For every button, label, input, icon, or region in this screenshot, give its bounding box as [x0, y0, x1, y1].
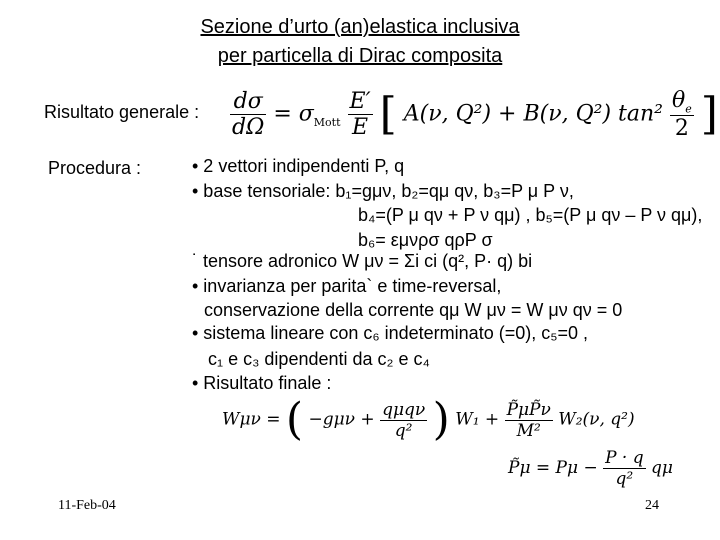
b-term: B(ν, Q²) tan² [523, 101, 663, 127]
slide-title-line1: Sezione d’urto (an)elastica inclusiva [200, 16, 520, 38]
bullet-tensor-basis-cont2: b₆= εμνρσ qρP σ [358, 230, 493, 250]
bullet-tensor-basis-cont1: b₄=(P μ qν + P ν qμ) , b₅=(P μ qν – P ν qμ), [358, 205, 703, 225]
bullet-vectors: • 2 vettori indipendenti P, q [192, 156, 405, 176]
final-formula-w: Wμν = ( −gμν + $\frac{\text{qμqν}}{\text{q²}}$ ) W₁ + $\frac{P̃\mu P̃\nu}{\text{M²}}$ W₂(ν, q²) [222, 394, 635, 445]
bullet-linear-system: • sistema lineare con c₆ indeterminato (=0), c₅=0 , [192, 323, 588, 343]
page-number: 24 [645, 498, 659, 513]
lhs-fraction: $\frac{d\sigma}{d\Omega}$ [232, 89, 265, 141]
general-result-label: Risultato generale : [44, 102, 200, 122]
theta-fraction: $\frac{\theta_e}{2}$ [671, 88, 692, 142]
bullet-invariance: • invarianza per parita` e time-reversal, [192, 276, 502, 296]
bullet-hadronic-tensor: ˙ tensore adronico W μν = Σi ci (q², P· q) bi [192, 251, 533, 271]
bullet-linear-system-cont: c₁ e c₃ dipendenti da c₂ e c₄ [208, 349, 430, 369]
energy-ratio: $\frac{E'}{E}$ [349, 89, 371, 141]
procedure-label: Procedura : [48, 158, 142, 178]
slide-title-line2: per particella di Dirac composita [217, 45, 503, 67]
bullet-final-result: • Risultato finale : [192, 373, 332, 393]
bullet-invariance-cont: conservazione della corrente qμ W μν = W μν qν = 0 [204, 300, 623, 320]
general-result-formula: $\frac{d\sigma}{d\Omega}$ = $\sigma_{Mott}$ $\frac{E'}{E}$ [ A(ν, Q²) + B(ν, Q²) tan² $\frac{\theta_e}{2}$ ] [232, 88, 718, 142]
footer-date: 11-Feb-04 [58, 498, 116, 513]
a-term: A(ν, Q²) [403, 101, 492, 127]
bullet-tensor-basis: • base tensoriale: b₁=gμν, b₂=qμ qν, b₃=P μ P ν, [192, 181, 574, 201]
final-formula-ptilde: P̃μ = Pμ − $\frac{P \cdot q}{\text{q²}}$ qμ [508, 448, 673, 489]
